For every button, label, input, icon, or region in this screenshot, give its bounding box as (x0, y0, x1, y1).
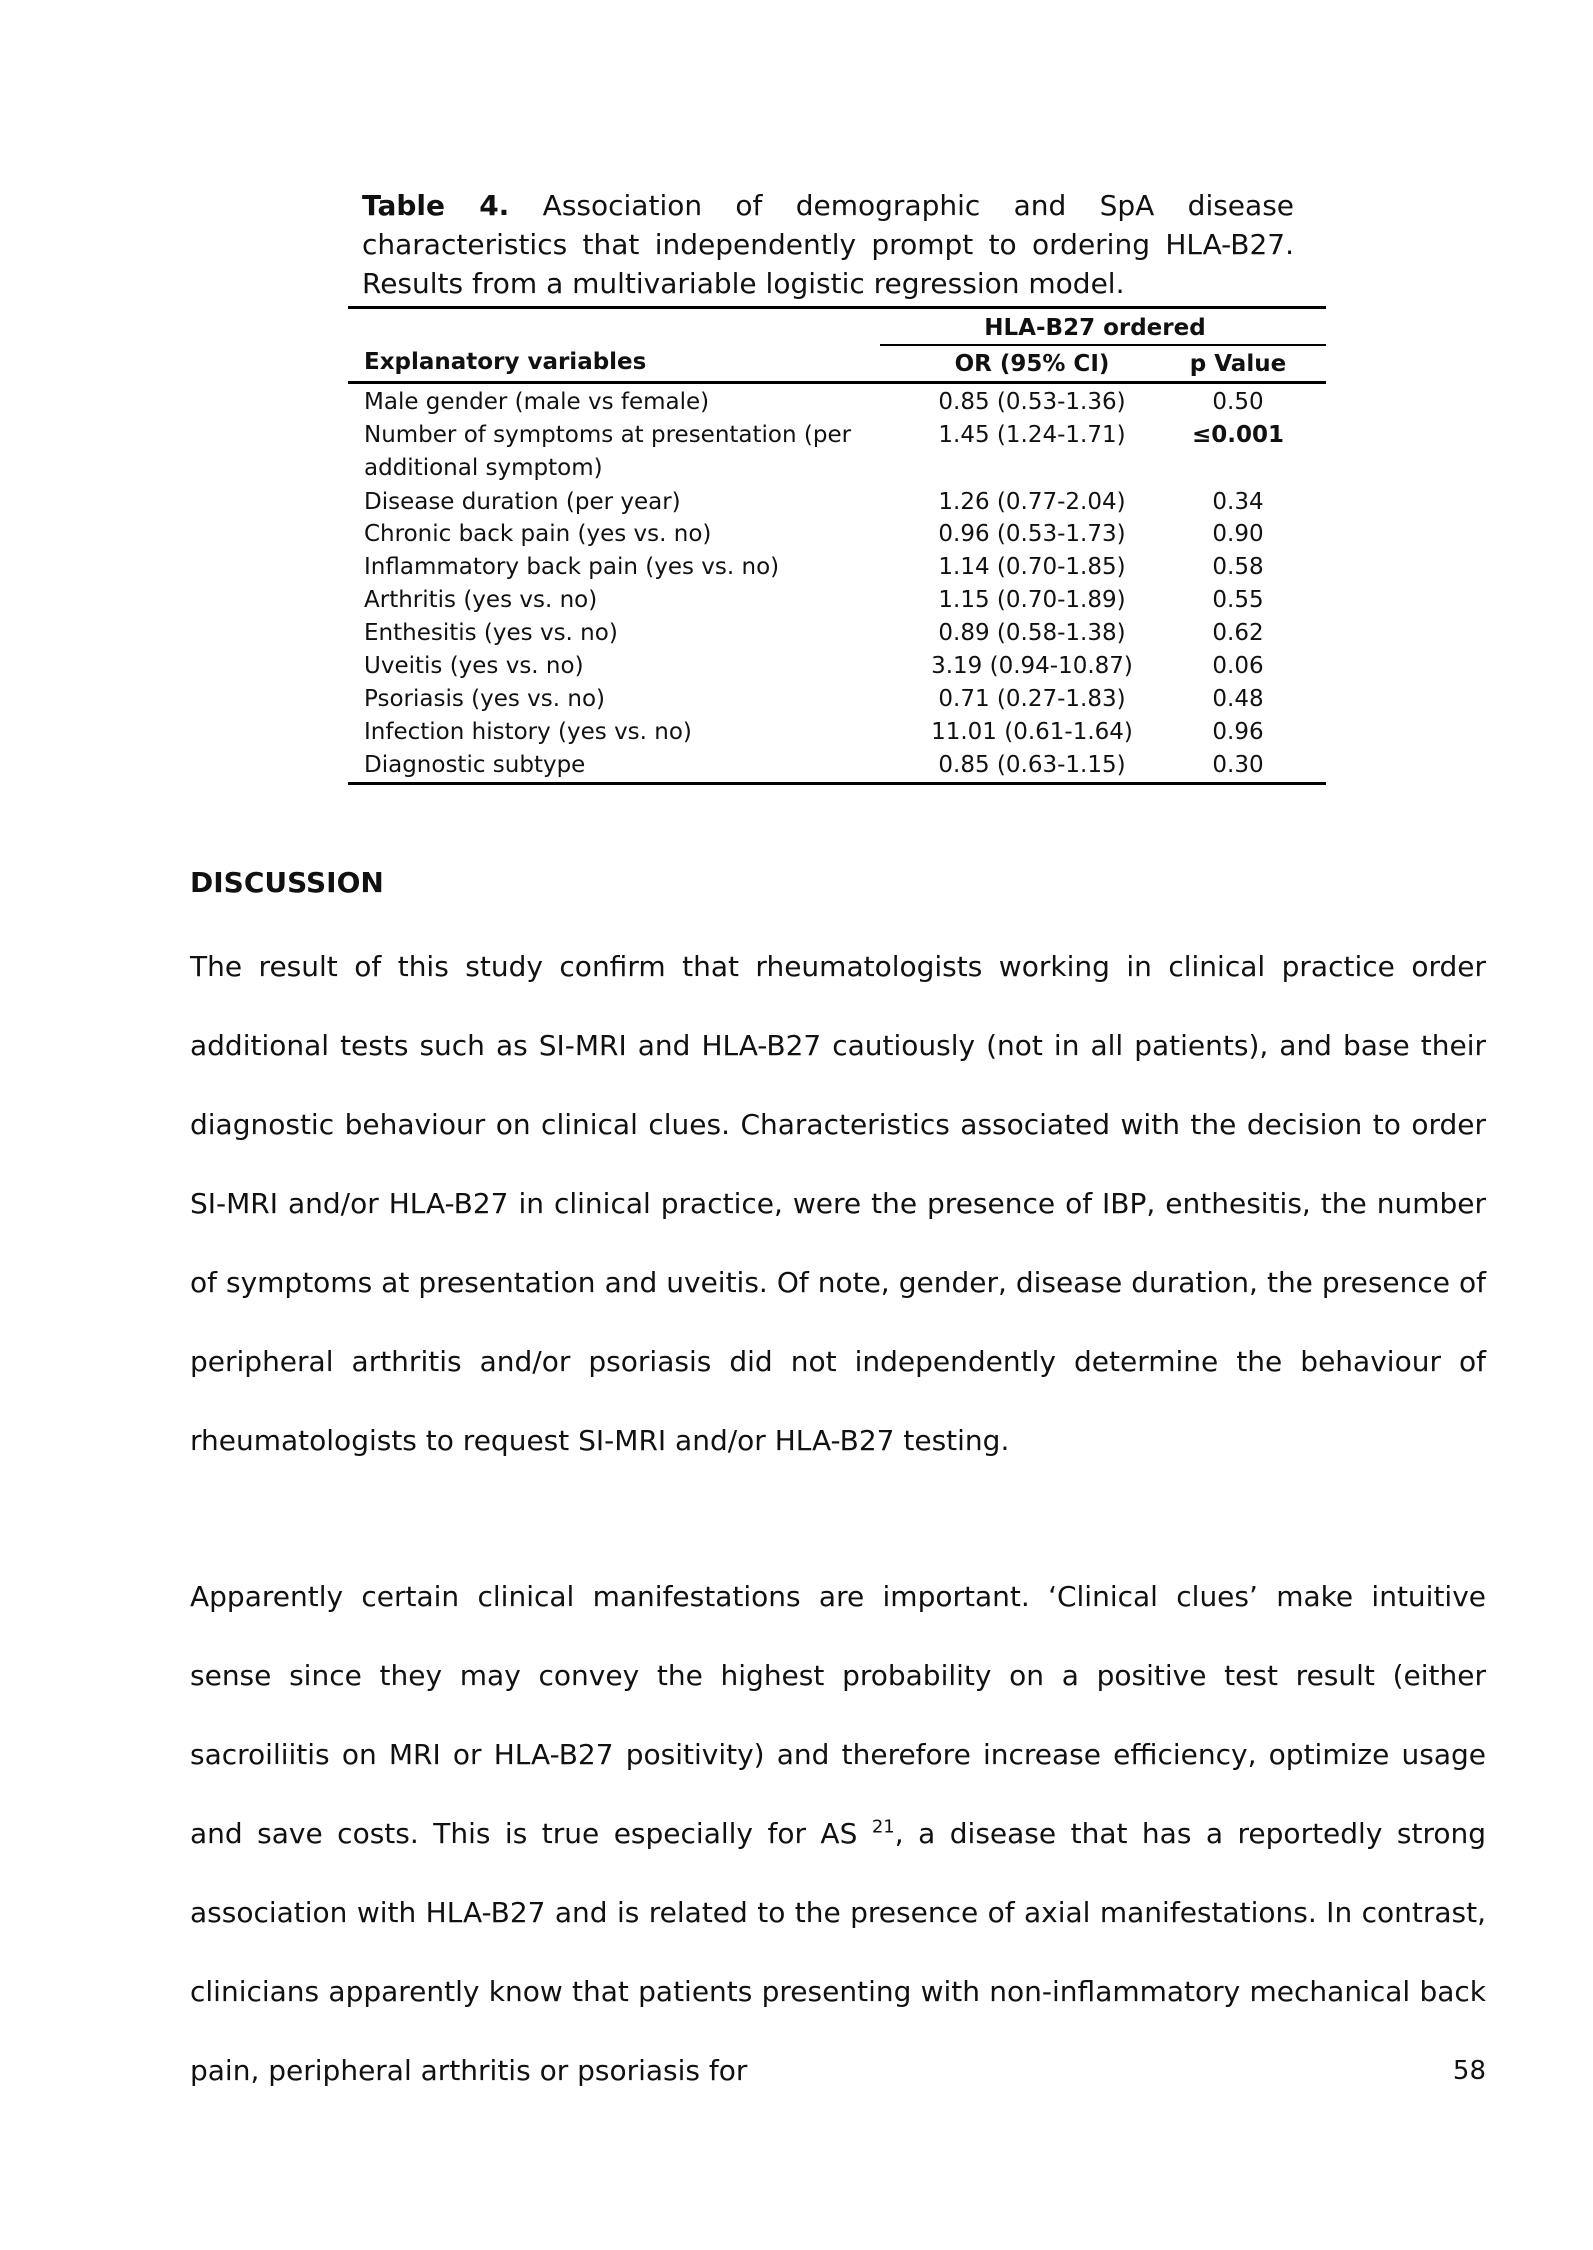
table-row-p: 0.96 (1212, 719, 1264, 745)
table-row-or: 1.14 (0.70-1.85) (938, 554, 1126, 580)
page-number: 58 (1452, 2056, 1486, 2086)
table-row-variable-continued: additional symptom) (364, 455, 603, 481)
table-row-or: 0.96 (0.53-1.73) (938, 521, 1126, 547)
table-row-p: 0.90 (1212, 521, 1264, 547)
table-caption-text: Association of demographic and SpA disease characteristics that independently prompt to ordering HLA-B27. Results from a multivariable logistic regression model. (362, 189, 1295, 300)
table-row-or: 11.01 (0.61-1.64) (931, 719, 1133, 745)
table-row-p: 0.62 (1212, 620, 1264, 646)
table-row-p: 0.55 (1212, 587, 1264, 613)
section-heading-discussion: DISCUSSION (190, 866, 384, 899)
table-row-variable: Uveitis (yes vs. no) (364, 653, 584, 679)
column-header-variable: Explanatory variables (364, 349, 647, 375)
paragraph-2-text-start: Apparently certain clinical manifestations are important. ‘Clinical clues’ make intuitive sense since they may convey the highest probability on a positive test result (either sacroiliitis on MRI or HLA-B27 positivity) and therefore increase efficiency, optimize usage and save costs. This is true especially for AS (190, 1580, 1486, 1850)
table-row-or: 0.85 (0.53-1.36) (938, 389, 1126, 415)
table-row-or: 1.15 (0.70-1.89) (938, 587, 1126, 613)
table-row-variable: Disease duration (per year) (364, 489, 681, 515)
table-row-variable: Arthritis (yes vs. no) (364, 587, 598, 613)
table-row-or: 0.71 (0.27-1.83) (938, 686, 1126, 712)
column-header-p: p Value (1189, 351, 1287, 377)
table-row-p: 0.30 (1212, 752, 1264, 778)
table-bottom-rule (348, 782, 1326, 785)
table-row-or: 0.85 (0.63-1.15) (938, 752, 1126, 778)
table-row-or: 1.26 (0.77-2.04) (938, 489, 1126, 515)
table-row-variable: Infection history (yes vs. no) (364, 719, 692, 745)
table-row-p: 0.48 (1212, 686, 1264, 712)
table-row-variable: Number of symptoms at presentation (per (364, 422, 852, 448)
table-top-rule (348, 306, 1326, 309)
paragraph-2-text-end: , a disease that has a reportedly strong association with HLA-B27 and is related to the presence of axial manifestations. In contrast, clinicians apparently know that patients presenting with non-inflammatory mechanical back pain, peripheral arthritis or psoriasis for (190, 1817, 1486, 2087)
table-row-variable: Inflammatory back pain (yes vs. no) (364, 554, 780, 580)
discussion-paragraph-2 (190, 1557, 1486, 2110)
citation-superscript: 21 (871, 1816, 895, 1838)
table-row-or: 3.19 (0.94-10.87) (931, 653, 1133, 679)
table-caption (362, 186, 1294, 303)
header-bottom-rule (348, 381, 1326, 384)
table-row-p: ≤0.001 (1191, 422, 1285, 448)
discussion-paragraph-1: The result of this study confirm that rheumatologists working in clinical practice order additional tests such as SI-MRI and HLA-B27 cautiously (not in all patients), and base their diagnostic behaviour on clinical clues. Characteristics associated with the decision to order SI-MRI and/or HLA-B27 in clinical practice, were the presence of IBP, enthesitis, the number of symptoms at presentation and uveitis. Of note, gender, disease duration, the presence of peripheral arthritis and/or psoriasis did not independently determine the behaviour of rheumatologists to request SI-MRI and/or HLA-B27 testing. (190, 950, 1486, 1457)
table-row-p: 0.06 (1212, 653, 1264, 679)
table-row-variable: Psoriasis (yes vs. no) (364, 686, 605, 712)
table-row-p: 0.34 (1212, 489, 1264, 515)
group-header-rule (880, 344, 1326, 346)
table-row-p: 0.58 (1212, 554, 1264, 580)
table-row-variable: Chronic back pain (yes vs. no) (364, 521, 712, 547)
table-row-or: 0.89 (0.58-1.38) (938, 620, 1126, 646)
table-row-p: 0.50 (1212, 389, 1264, 415)
column-header-or: OR (95% CI) (954, 351, 1110, 377)
table-row-or: 1.45 (1.24-1.71) (938, 422, 1126, 448)
table-row-variable: Diagnostic subtype (364, 752, 586, 778)
table-row-variable: Enthesitis (yes vs. no) (364, 620, 618, 646)
table-row-variable: Male gender (male vs female) (364, 389, 710, 415)
table-label: Table 4. (362, 189, 510, 222)
group-header: HLA-B27 ordered (984, 315, 1206, 341)
